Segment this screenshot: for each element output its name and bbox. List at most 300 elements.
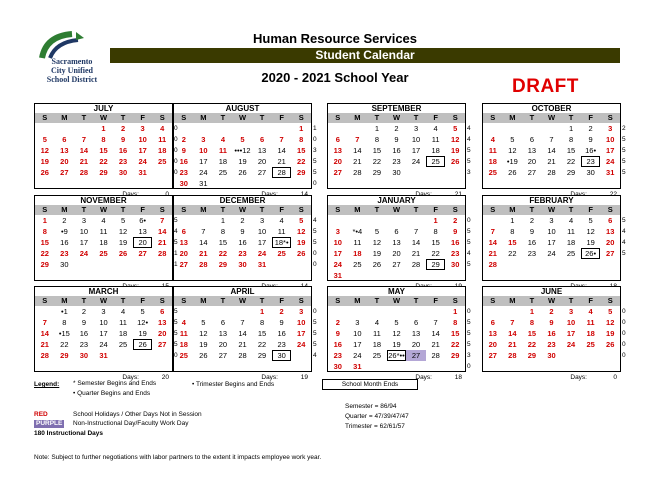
day-cell bbox=[522, 123, 542, 134]
week-count: 5 bbox=[313, 158, 317, 165]
weekday-label: M bbox=[354, 296, 361, 305]
day-cell: 21 bbox=[158, 238, 167, 247]
day-cell bbox=[194, 123, 214, 134]
day-cell: 21 bbox=[508, 340, 517, 349]
day-cell: 26*•• bbox=[388, 351, 405, 360]
day-cell: 24 bbox=[411, 157, 421, 166]
day-cell: 4 bbox=[490, 135, 495, 144]
day-cell: 14 bbox=[199, 238, 208, 247]
day-cell: 11 bbox=[488, 146, 497, 155]
day-cell: 15 bbox=[451, 329, 460, 338]
week-count: 5 bbox=[622, 136, 626, 143]
day-cell bbox=[367, 215, 387, 226]
weekday-label: F bbox=[279, 113, 284, 122]
weekday-label: T bbox=[259, 205, 265, 214]
day-cell: 8 bbox=[529, 318, 534, 327]
day-cell bbox=[272, 123, 292, 134]
weekday-label: S bbox=[452, 205, 458, 214]
day-cell: 17 bbox=[99, 329, 108, 338]
day-cell: 16 bbox=[333, 340, 342, 349]
weekday-label: M bbox=[200, 205, 207, 214]
day-grid bbox=[173, 215, 312, 281]
weekday-label: T bbox=[413, 113, 419, 122]
day-cell: 23 bbox=[451, 249, 460, 258]
month-july bbox=[34, 103, 173, 200]
day-cell: 11 bbox=[431, 135, 440, 144]
day-cell: 21 bbox=[547, 157, 556, 166]
day-cell bbox=[503, 306, 523, 317]
day-cell: 17 bbox=[606, 146, 615, 155]
day-cell bbox=[483, 306, 503, 317]
day-cell: 24 bbox=[297, 340, 306, 349]
day-cell: 18 bbox=[586, 329, 595, 338]
day-cell: 28 bbox=[431, 351, 440, 360]
day-cell: 20 bbox=[257, 157, 267, 166]
day-cell: 18 bbox=[353, 249, 362, 258]
day-cell: 15 bbox=[99, 146, 108, 155]
weekday-header bbox=[34, 296, 173, 306]
day-cell bbox=[348, 306, 368, 317]
week-count: 0 bbox=[313, 136, 317, 143]
day-cell: 15 bbox=[218, 238, 228, 247]
day-cell: 29 bbox=[60, 351, 69, 360]
day-cell: 10 bbox=[138, 135, 147, 144]
week-count: 5 bbox=[174, 319, 178, 326]
week-count: 5 bbox=[467, 239, 471, 246]
month-name: MAY bbox=[327, 286, 466, 296]
day-cell: 3 bbox=[335, 227, 340, 236]
days-label: Days: bbox=[122, 374, 139, 381]
day-cell: 2 bbox=[529, 216, 534, 225]
weekday-header bbox=[173, 205, 312, 215]
weekday-label: M bbox=[200, 296, 207, 305]
weekday-label: M bbox=[509, 113, 516, 122]
weekday-label: T bbox=[120, 296, 126, 305]
day-cell bbox=[233, 306, 253, 317]
day-cell: 5 bbox=[140, 307, 145, 316]
day-cell: 6 bbox=[529, 135, 534, 144]
weekday-label: F bbox=[433, 113, 438, 122]
day-cell: 15 bbox=[508, 238, 517, 247]
instructional-days: 180 Instructional Days bbox=[34, 430, 103, 437]
day-cell: 2 bbox=[81, 307, 86, 316]
day-cell: 26 bbox=[297, 249, 306, 258]
day-cell: 19 bbox=[238, 157, 247, 166]
weekday-label: M bbox=[61, 113, 68, 122]
day-cell: 27 bbox=[488, 351, 497, 360]
day-cell: 11 bbox=[99, 227, 108, 236]
weekday-label: T bbox=[220, 296, 226, 305]
week-count: 2 bbox=[622, 125, 626, 132]
day-cell: 19 bbox=[199, 340, 208, 349]
weekday-label: S bbox=[335, 296, 341, 305]
day-cell: 23 bbox=[60, 249, 69, 258]
day-cell: 10 bbox=[353, 329, 362, 338]
day-cell: 27 bbox=[527, 168, 537, 177]
day-cell: 14 bbox=[547, 146, 556, 155]
day-cell: 18 bbox=[99, 238, 108, 247]
day-cell: 19 bbox=[40, 157, 49, 166]
day-cell: 9 bbox=[81, 318, 86, 327]
week-count: 5 bbox=[313, 341, 317, 348]
weekday-label: T bbox=[259, 113, 265, 122]
day-cell: 30 bbox=[333, 362, 342, 371]
weekday-label: W bbox=[99, 296, 108, 305]
month-may bbox=[327, 286, 466, 383]
week-count: 4 bbox=[467, 125, 471, 132]
day-cell: 9 bbox=[588, 135, 593, 144]
day-cell: 16 bbox=[238, 238, 247, 247]
day-cell: 26 bbox=[118, 249, 128, 258]
day-cell bbox=[252, 123, 272, 134]
day-cell: 4 bbox=[160, 124, 165, 133]
week-count: 4 bbox=[467, 250, 471, 257]
week-count: 0 bbox=[174, 352, 178, 359]
day-cell: 28 bbox=[411, 260, 421, 269]
day-cell: 30 bbox=[79, 351, 89, 360]
day-cell: 25 bbox=[353, 260, 362, 269]
week-count: 0 bbox=[467, 217, 471, 224]
week-count: 1 bbox=[174, 261, 178, 268]
day-cell: 1 bbox=[101, 124, 106, 133]
day-cell: 7 bbox=[490, 227, 495, 236]
weekday-label: F bbox=[433, 205, 438, 214]
weekday-header bbox=[327, 205, 466, 215]
weekday-label: T bbox=[568, 113, 574, 122]
day-cell: 16• bbox=[585, 146, 597, 155]
day-cell: 22 bbox=[257, 340, 267, 349]
day-cell: 25 bbox=[118, 340, 128, 349]
day-cell: 22 bbox=[508, 249, 517, 258]
day-cell: 28 bbox=[272, 167, 292, 178]
day-cell: 16 bbox=[60, 238, 69, 247]
day-cell: 11 bbox=[373, 329, 381, 338]
day-cell bbox=[348, 123, 368, 134]
weekday-label: F bbox=[588, 113, 593, 122]
day-cell: 6 bbox=[259, 135, 265, 144]
day-cell: 15 bbox=[297, 146, 306, 155]
day-cell: 22 bbox=[451, 340, 460, 349]
day-cell: 8 bbox=[101, 135, 106, 144]
day-cell: 21 bbox=[353, 157, 362, 166]
day-cell: 18 bbox=[158, 146, 167, 155]
day-cell: 23 bbox=[547, 340, 556, 349]
month-name: NOVEMBER bbox=[34, 195, 173, 205]
week-count: 5 bbox=[467, 158, 471, 165]
day-cell bbox=[328, 306, 348, 317]
day-cell: 27 bbox=[257, 168, 267, 177]
day-cell: 5 bbox=[453, 124, 458, 133]
day-cell bbox=[328, 215, 348, 226]
month-january bbox=[327, 195, 466, 292]
day-cell: 29 bbox=[451, 351, 460, 360]
day-cell: 10 bbox=[99, 318, 108, 327]
weekday-label: S bbox=[181, 113, 187, 122]
week-count: 0 bbox=[622, 341, 626, 348]
month-november bbox=[34, 195, 173, 292]
weekday-label: M bbox=[61, 296, 68, 305]
weekday-label: S bbox=[490, 113, 496, 122]
week-count: 5 bbox=[313, 169, 317, 176]
month-october bbox=[482, 103, 621, 200]
weekday-label: T bbox=[259, 296, 265, 305]
day-cell: 8 bbox=[299, 135, 304, 144]
day-grid bbox=[34, 306, 173, 372]
day-cell: 3 bbox=[568, 307, 574, 316]
day-cell: 22 bbox=[372, 157, 382, 166]
day-cell: 16 bbox=[118, 146, 128, 155]
week-counts bbox=[622, 215, 628, 259]
week-count: 0 bbox=[313, 180, 317, 187]
day-cell: 30 bbox=[451, 260, 460, 269]
day-cell: 24 bbox=[79, 249, 89, 258]
day-cell: 4 bbox=[588, 307, 593, 316]
day-cell: 28 bbox=[488, 260, 497, 269]
day-cell: 1 bbox=[529, 307, 534, 316]
weekday-label: S bbox=[607, 113, 613, 122]
day-cell: 20 bbox=[133, 237, 153, 248]
day-cell: 18 bbox=[431, 146, 440, 155]
day-cell: 3 bbox=[101, 307, 106, 316]
day-cell: 5 bbox=[240, 135, 245, 144]
week-count: 5 bbox=[174, 330, 178, 337]
day-cell: 8 bbox=[433, 227, 438, 236]
day-cell bbox=[328, 123, 348, 134]
day-cell: 24 bbox=[353, 351, 362, 360]
day-cell: 1 bbox=[42, 216, 47, 225]
weekday-label: S bbox=[335, 205, 341, 214]
week-count: 4 bbox=[313, 217, 317, 224]
day-cell: 13 bbox=[333, 146, 342, 155]
weekday-label: W bbox=[392, 296, 401, 305]
day-cell: 15 bbox=[257, 329, 267, 338]
day-cell: 15 bbox=[431, 238, 440, 247]
day-cell: 4 bbox=[374, 318, 379, 327]
week-count: 4 bbox=[467, 136, 471, 143]
day-cell: 18 bbox=[372, 340, 382, 349]
day-cell: 28 bbox=[40, 351, 49, 360]
week-counts bbox=[313, 215, 319, 270]
day-cell: 5 bbox=[608, 307, 613, 316]
month-april bbox=[173, 286, 312, 383]
day-cell: 23 bbox=[79, 340, 89, 349]
day-cell: 3 bbox=[140, 124, 145, 133]
week-count: 5 bbox=[467, 319, 471, 326]
day-cell: 17 bbox=[411, 146, 421, 155]
day-cell: 25 bbox=[99, 249, 108, 258]
day-cell: 4 bbox=[220, 135, 225, 144]
weekday-label: T bbox=[81, 205, 87, 214]
week-count: 5 bbox=[467, 341, 471, 348]
day-cell: 5 bbox=[42, 135, 47, 144]
day-cell: 31 bbox=[606, 168, 615, 177]
weekday-header bbox=[482, 113, 621, 123]
day-cell: 6 bbox=[394, 227, 399, 236]
weekday-label: F bbox=[140, 205, 145, 214]
day-cell: 7 bbox=[355, 135, 360, 144]
day-cell: 13 bbox=[257, 146, 267, 155]
weekday-label: S bbox=[159, 296, 165, 305]
day-cell: 3 bbox=[355, 318, 360, 327]
day-cell: 4 bbox=[181, 318, 186, 327]
day-cell: 5 bbox=[588, 216, 593, 225]
day-cell: 27 bbox=[392, 260, 401, 269]
day-cell: 8 bbox=[42, 227, 47, 236]
header-subtitle-bar bbox=[110, 48, 620, 63]
day-cell: 20 bbox=[60, 157, 69, 166]
day-cell: 30 bbox=[392, 168, 401, 177]
day-cell: 1 bbox=[568, 124, 574, 133]
day-cell: 16 bbox=[79, 329, 89, 338]
day-cell: 30 bbox=[179, 179, 188, 188]
day-cell: 31 bbox=[199, 179, 208, 188]
day-cell: 16 bbox=[527, 238, 537, 247]
day-cell: 29 bbox=[426, 259, 446, 270]
day-grid bbox=[327, 306, 466, 372]
weekday-label: S bbox=[42, 113, 48, 122]
day-cell: 14 bbox=[158, 227, 167, 236]
week-count: 0 bbox=[622, 308, 626, 315]
week-count: 0 bbox=[622, 319, 626, 326]
weekday-label: T bbox=[374, 113, 380, 122]
day-cell: 3 bbox=[299, 307, 304, 316]
day-cell: 16 bbox=[392, 146, 401, 155]
day-cell: 7 bbox=[510, 318, 515, 327]
day-cell: 26 bbox=[606, 340, 615, 349]
day-cell: 17 bbox=[333, 249, 342, 258]
day-cell: 7 bbox=[81, 135, 86, 144]
day-cell: 23 bbox=[118, 157, 128, 166]
week-count: 5 bbox=[467, 330, 471, 337]
day-cell: 1 bbox=[510, 216, 515, 225]
weekday-label: S bbox=[42, 296, 48, 305]
day-cell: 10 bbox=[566, 318, 576, 327]
day-cell: 22 bbox=[40, 249, 49, 258]
weekday-label: T bbox=[568, 296, 574, 305]
week-count: 0 bbox=[313, 261, 317, 268]
day-cell: 17 bbox=[199, 157, 208, 166]
day-cell: 21 bbox=[431, 340, 440, 349]
weekday-label: M bbox=[200, 113, 207, 122]
day-cell: 27 bbox=[179, 260, 188, 269]
day-cell: 22 bbox=[566, 157, 576, 166]
day-cell: 3 bbox=[608, 124, 613, 133]
weekday-label: F bbox=[588, 205, 593, 214]
day-cell: 15 bbox=[527, 329, 537, 338]
day-cell: 6 bbox=[490, 318, 495, 327]
day-cell: 20 bbox=[218, 340, 228, 349]
days-count bbox=[482, 372, 621, 383]
day-cell: 27 bbox=[406, 350, 426, 361]
day-cell: 14 bbox=[277, 146, 286, 155]
day-cell: 11 bbox=[277, 227, 286, 236]
day-cell: 4 bbox=[101, 216, 106, 225]
weekday-header bbox=[34, 205, 173, 215]
day-cell: 17 bbox=[566, 329, 576, 338]
day-cell: 16 bbox=[179, 157, 188, 166]
week-count: 5 bbox=[313, 330, 317, 337]
day-cell: 12 bbox=[392, 329, 401, 338]
day-cell: 15 bbox=[40, 238, 49, 247]
days-value: 20 bbox=[161, 374, 169, 381]
weekday-label: F bbox=[588, 296, 593, 305]
day-cell: 28 bbox=[508, 351, 517, 360]
day-grid bbox=[173, 306, 312, 372]
day-cell: 17 bbox=[138, 146, 147, 155]
day-cell: 7 bbox=[240, 318, 245, 327]
day-cell: 6 bbox=[335, 135, 340, 144]
day-cell: 3 bbox=[81, 216, 86, 225]
day-cell: 28 bbox=[158, 249, 167, 258]
weekday-label: S bbox=[159, 113, 165, 122]
day-cell: 24 bbox=[606, 157, 615, 166]
weekday-label: S bbox=[298, 113, 304, 122]
day-cell: 11 bbox=[218, 146, 227, 155]
week-counts bbox=[622, 123, 628, 178]
day-cell: 1 bbox=[374, 124, 379, 133]
day-cell: 26 bbox=[238, 168, 247, 177]
weekday-label: M bbox=[61, 205, 68, 214]
weekday-label: S bbox=[607, 296, 613, 305]
weekday-label: T bbox=[120, 113, 126, 122]
day-cell: 13 bbox=[158, 318, 167, 327]
day-cell: 21 bbox=[277, 157, 286, 166]
day-cell: 24 bbox=[199, 168, 208, 177]
day-cell: 31 bbox=[257, 260, 267, 269]
day-cell: 12 bbox=[40, 146, 49, 155]
day-cell: 20 bbox=[411, 340, 421, 349]
day-cell: 19 bbox=[138, 329, 147, 338]
weekday-label: S bbox=[298, 205, 304, 214]
day-grid bbox=[327, 215, 466, 281]
day-cell: 14 bbox=[431, 329, 440, 338]
day-cell: 8 bbox=[510, 227, 515, 236]
day-cell: 4 bbox=[433, 124, 438, 133]
week-count: 5 bbox=[467, 261, 471, 268]
day-cell bbox=[426, 306, 446, 317]
week-count: 5 bbox=[622, 217, 626, 224]
weekday-header bbox=[327, 296, 466, 306]
day-cell bbox=[74, 123, 94, 134]
week-count: 5 bbox=[622, 169, 626, 176]
days-label: Days: bbox=[415, 374, 432, 381]
day-cell: 25 bbox=[566, 249, 576, 258]
week-count: 5 bbox=[313, 239, 317, 246]
day-cell: 12 bbox=[118, 227, 128, 236]
day-cell: 13 bbox=[527, 146, 537, 155]
day-cell: 9 bbox=[335, 329, 340, 338]
weekday-label: T bbox=[413, 296, 419, 305]
day-cell: 9 bbox=[394, 135, 399, 144]
weekday-label: T bbox=[568, 205, 574, 214]
day-cell: 22 bbox=[431, 249, 440, 258]
week-count: 5 bbox=[622, 147, 626, 154]
legend-label: Legend: bbox=[34, 381, 60, 388]
weekday-label: F bbox=[140, 113, 145, 122]
day-cell: 25 bbox=[488, 168, 497, 177]
day-cell: 10 bbox=[333, 238, 342, 247]
day-cell: 9 bbox=[181, 146, 186, 155]
day-cell bbox=[35, 123, 55, 134]
day-cell: 11 bbox=[567, 227, 575, 236]
weekday-label: T bbox=[529, 205, 535, 214]
day-cell: 8 bbox=[453, 318, 458, 327]
month-february bbox=[482, 195, 621, 292]
weekday-label: S bbox=[607, 205, 613, 214]
days-label: Days: bbox=[261, 374, 278, 381]
legend-purple-label: PURPLE bbox=[36, 420, 63, 427]
weekday-label: F bbox=[279, 296, 284, 305]
